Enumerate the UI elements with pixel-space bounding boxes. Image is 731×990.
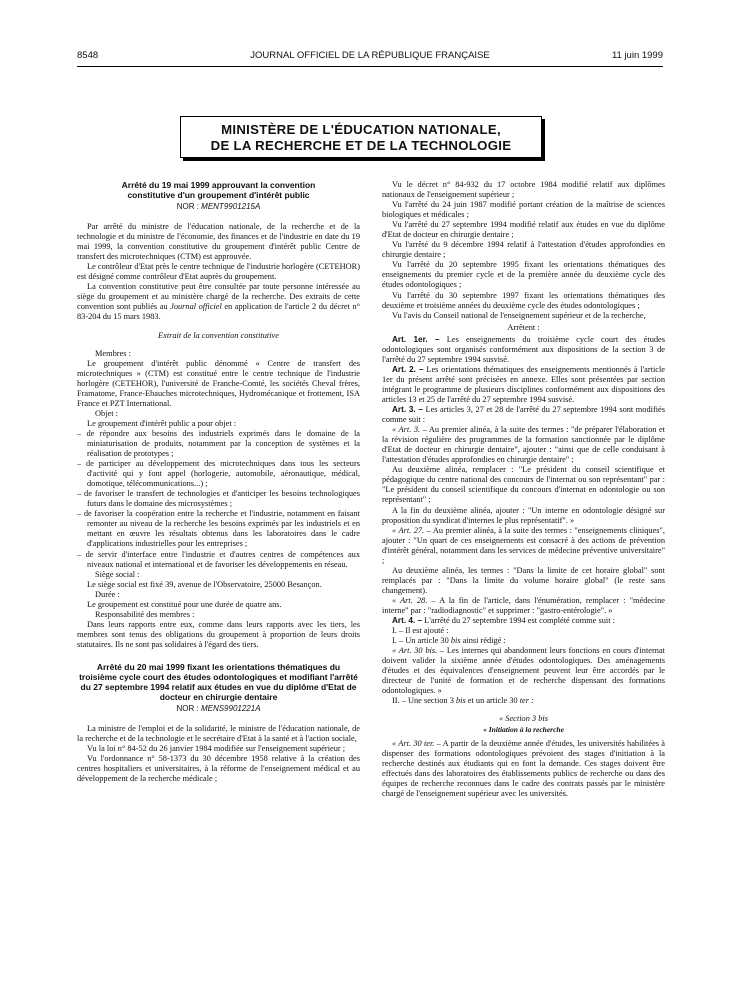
article-text: Les orientations thématiques des enseignements mentionnés à l'article 1er du présent arrêté sont précisées en annexe. Elles sont présentées par section intégrant le programme de plusieurs disciplines conformément aux dispositions des articles 13 et 25 de l'arrêté du 27 septembre 1994 susvisé. bbox=[382, 364, 665, 404]
quote-art30bis bbox=[382, 646, 665, 696]
article-2 bbox=[382, 365, 665, 405]
quote-art27 bbox=[382, 526, 665, 566]
article-text: Les enseignements du troisième cycle court des études odontologiques sont organisés conformément aux dispositions de la section 3 de l'arrêté du 27 septembre 1994 susvisé. bbox=[382, 334, 665, 364]
objet-item: – de favoriser la coopération entre la recherche et l'industrie, notamment en faisant remonter au niveau de la recherche les besoins exprimés par les industriels et en mettant en œuvre les résultats obtenus dans les laboratoires dans le cadre d'applications industrielles pour les entreprises ; bbox=[77, 509, 360, 549]
text: II. – Une section 3 bbox=[392, 696, 456, 706]
quote-label: « Art. 30 bbox=[392, 646, 423, 656]
quote-label: bis. bbox=[422, 646, 438, 656]
quote-label: « Art. 27. bbox=[392, 525, 425, 535]
article-label: Art. 2. – bbox=[392, 364, 424, 374]
objet-item: – de répondre aux besoins des industriels exprimés dans le domaine de la miniaturisation de produits, notamment par la conception de systèmes et la réalisation de prototypes ; bbox=[77, 428, 360, 459]
page-header bbox=[77, 50, 663, 64]
article-4 bbox=[382, 616, 665, 626]
vu-item: Vu la loi n° 84-52 du 26 janvier 1984 modifiée sur l'enseignement supérieur ; bbox=[87, 744, 346, 754]
article-text: Les articles 3, 27 et 28 de l'arrêté du 27 septembre 1994 sont modifiés comme suit : bbox=[382, 405, 665, 425]
page-number: 8548 bbox=[77, 50, 99, 61]
quote-label: « Art. 3. bbox=[392, 425, 421, 435]
text-italic: bis bbox=[455, 696, 466, 706]
arrete2-nor bbox=[77, 704, 360, 714]
item-i-article bbox=[382, 636, 665, 646]
objet-item: – de favoriser le transfert de technologies et d'anticiper les besoins technologiques futurs dans le domaine des microsystèmes ; bbox=[77, 489, 360, 509]
item-i: I. – Il est ajouté : bbox=[392, 626, 449, 636]
duree-text: Le groupement est constitué pour une durée de quatre ans. bbox=[87, 599, 282, 609]
nor-code: MENT9901215A bbox=[201, 202, 261, 211]
text: et un article 30 bbox=[465, 696, 520, 706]
quote-label: « Art. 30 bbox=[392, 738, 422, 748]
article-text: L'arrêté du 27 septembre 1994 est complété comme suit : bbox=[422, 616, 615, 626]
text-italic: ter : bbox=[519, 696, 534, 706]
quote-art28 bbox=[382, 596, 665, 616]
right-column bbox=[382, 180, 665, 799]
arrete1-p1: Par arrêté du ministre de l'éducation nationale, de la recherche et de la technologie et du ministre de l'économie, des finances et de l'industrie en date du 19 mai 1999, la convention constitutive du groupement d'intérêt public Centre de transfert des microtechniques (CTM) est approuvée. bbox=[77, 222, 360, 262]
siege-text: Le siège social est fixé 39, avenue de l'Observatoire, 25000 Besançon. bbox=[87, 579, 322, 589]
quote-label: « Art. 28. bbox=[392, 595, 428, 605]
quote-art3-2: Au deuxième alinéa, remplacer : "Le président du conseil scientifique et pédagogique du centre national des concours de l'internat ou son représentant" par : "Le président du conseil scientifique du concours d'internat en odontologie ou son représentant" ; bbox=[382, 465, 665, 505]
vu-item: Vu l'arrêté du 27 septembre 1994 modifié relatif aux études en vue du diplôme d'Etat de docteur en chirurgie dentaire ; bbox=[382, 220, 665, 240]
resp-text: Dans leurs rapports entre eux, comme dans leurs rapports avec les tiers, les membres sont tenus des obligations du groupement à proportion de leurs droits statutaires. Ils ne sont pas solidaires à l'égard des tiers. bbox=[77, 619, 360, 649]
arrete1-title: Arrêté du 19 mai 1999 approuvant la convention constitutive d'un groupement d'intérêt public bbox=[121, 180, 316, 200]
quote-text: – Les internes qui abandonnent leurs fonctions en cours d'internat doivent valider la sixième année d'études odontologiques. Des aménagements d'études et des équivalences d'enseignement peuvent leur être accordés par le directeur de l'unité de formation et de recherche dispensant des formations odontologiques. » bbox=[382, 646, 665, 696]
quote-art3-3: A la fin du deuxième alinéa, ajouter : "Un interne en odontologie désigné sur proposition du syndicat d'internes le plus représentatif". » bbox=[382, 505, 665, 525]
article-label: Art. 4. – bbox=[392, 616, 423, 626]
arrete1-nor bbox=[77, 202, 360, 212]
section-heading: « Section 3 bis bbox=[499, 714, 548, 724]
duree-heading: Durée : bbox=[95, 589, 120, 599]
ministry-line-2: DE LA RECHERCHE ET DE LA TECHNOLOGIE bbox=[210, 138, 512, 153]
ministry-box bbox=[180, 116, 542, 158]
vu-item: Vu l'arrêté du 24 juin 1987 modifié portant création de la maîtrise de sciences biologiques et médicales ; bbox=[382, 200, 665, 220]
quote-art27-2: Au deuxième alinéa, les termes : "Dans la limite de cet horaire global" sont remplacés par : "Dans la limite du volume horaire global" (le reste sans changement). bbox=[382, 565, 665, 595]
nor-label: NOR : bbox=[176, 703, 199, 713]
ministry-line-1: MINISTÈRE DE L'ÉDUCATION NATIONALE, bbox=[221, 122, 501, 137]
objet-item: – de servir d'interface entre l'industrie et d'autres centres de compétences aux niveaux national et international et de favoriser les développements en réseau. bbox=[77, 549, 360, 569]
journal-title: JOURNAL OFFICIEL DE LA RÉPUBLIQUE FRANÇAISE bbox=[250, 50, 490, 61]
vu-item: Vu l'ordonnance n° 58-1373 du 30 décembre 1958 relative à la création des centres hospitaliers et universitaires, à la réforme de l'enseignement médical et au développement de la recherche médicale ; bbox=[77, 754, 360, 784]
text: ainsi rédigé : bbox=[460, 636, 506, 646]
vu-item: Vu l'arrêté du 9 décembre 1994 relatif à l'attestation d'études approfondies en chirurgie dentaire ; bbox=[382, 240, 665, 260]
item-ii bbox=[382, 696, 665, 706]
p3-text-a: La convention constitutive peut être consultée par toute personne intéressée au siège du groupement et au ministère chargé de la recherche. Des extraits de cette convention sont publiés au bbox=[77, 282, 360, 312]
quote-text: – A partir de la deuxième année d'études, les universités habilitées à dispenser des formations odontologiques prévoient des stages d'initiation à la recherche destinés aux étudiants qui en font la demande. Ces stages doivent être effectués dans des laboratoires des établissements publics de recherche ou dans des équipes de recherche reconnues dans le cadre des contrats passés par le ministère chargé de l'enseignement supérieur avec les universités. bbox=[382, 738, 665, 798]
vu-item: Vu l'arrêté du 30 septembre 1997 fixant les orientations thématiques des deuxième et troisième années du deuxième cycle des études odontologiques ; bbox=[382, 290, 665, 310]
arretent-heading: Arrêtent : bbox=[507, 322, 540, 332]
issue-date: 11 juin 1999 bbox=[611, 50, 663, 61]
quote-text: – A la fin de l'article, dans l'énumération, remplacer : "médecine interne" par : "radiodiagnostic" et supprimer : "gastro-entérologie". » bbox=[382, 595, 665, 615]
left-column bbox=[77, 180, 360, 784]
vu-item: Vu le décret n° 84-932 du 17 octobre 1984 modifié relatif aux diplômes nationaux de l'enseignement supérieur ; bbox=[382, 180, 665, 200]
vu-item: Vu l'arrêté du 20 septembre 1995 fixant les orientations thématiques des enseignements du premier cycle et de la première année du deuxième cycle des études odontologiques ; bbox=[382, 260, 665, 290]
membres-text: Le groupement d'intérêt public dénommé « Centre de transfert des microtechniques » (CTM) est constitué entre le centre technique de l'industrie horlogère (CETEHOR), l'université de Franche-Comté, les sociétés Cheval frères, Framatome, France-Ebauches microtechniques, Hydromécanique et frottement, ISA France et PZT International. bbox=[77, 358, 360, 408]
article-1 bbox=[382, 335, 665, 365]
nor-label: NOR : bbox=[176, 202, 199, 211]
quote-label: ter. bbox=[421, 738, 435, 748]
p3-journal-link: Journal officiel bbox=[170, 302, 222, 312]
siege-heading: Siège social : bbox=[95, 569, 140, 579]
arrete2-title: Arrêté du 20 mai 1999 fixant les orientations thématiques du troisième cycle court des études odontologiques et modifiant l'arrêté du 27 septembre 1994 relatif aux études en vue du diplôme d'Etat de docteur en chirurgie dentaire bbox=[79, 661, 358, 702]
article-label: Art. 3. – bbox=[392, 405, 423, 415]
article-3 bbox=[382, 405, 665, 425]
objet-intro: Le groupement d'intérêt public a pour objet : bbox=[87, 418, 237, 428]
article-label: Art. 1er. – bbox=[392, 334, 440, 344]
quote-text: – Au premier alinéa, à la suite des termes : "enseignements cliniques", ajouter : "Un quart de ces enseignements est consacré à des actions de prévention d'intérêt général, notamment dans les services de médecine préventive universitaire" ; bbox=[382, 525, 665, 565]
vu-item: Vu l'avis du Conseil national de l'enseignement supérieur et de la recherche, bbox=[392, 310, 646, 320]
extrait-heading: Extrait de la convention constitutive bbox=[158, 330, 279, 340]
membres-heading: Membres : bbox=[95, 348, 131, 358]
arrete1-p2: Le contrôleur d'Etat près le centre technique de l'industrie horlogère (CETEHOR) est désigné comme contrôleur d'Etat auprès du groupement. bbox=[77, 262, 360, 282]
section-subheading: « Initiation à la recherche bbox=[483, 725, 564, 735]
text-italic: bis bbox=[450, 636, 461, 646]
quote-text: – Au premier alinéa, à la suite des termes : "de préparer l'élaboration et la révision régulière des programmes de la formation sanctionnée par le diplôme d'Etat de docteur en chirurgie dentaire", ajouter : "ainsi que de celle conduisant à l'attestation d'études approfondies en chirurgie dentaire" ; bbox=[382, 425, 665, 465]
arrete1-p3 bbox=[77, 282, 360, 322]
nor-code: MENS9901221A bbox=[200, 703, 261, 713]
objet-item: – de participer au développement des microtechniques dans tous les secteurs d'activité qui y font appel (horlogerie, automobile, aéronautique, médical, domotique, télécommunications...) ; bbox=[77, 459, 360, 489]
quote-art3 bbox=[382, 425, 665, 465]
header-rule bbox=[77, 66, 663, 67]
objet-heading: Objet : bbox=[95, 408, 118, 418]
quote-art30ter bbox=[382, 739, 665, 799]
p3-text-b: en application de l'article 2 du décret n° 83-204 du 15 mars 1983. bbox=[77, 302, 360, 322]
resp-heading: Responsabilité des membres : bbox=[95, 609, 195, 619]
arrete2-intro: La ministre de l'emploi et de la solidarité, le ministre de l'éducation nationale, de la recherche et de la technologie et le secrétaire d'Etat à la santé et à l'action sociale, bbox=[77, 724, 360, 744]
text: I. – Un article 30 bbox=[392, 636, 451, 646]
